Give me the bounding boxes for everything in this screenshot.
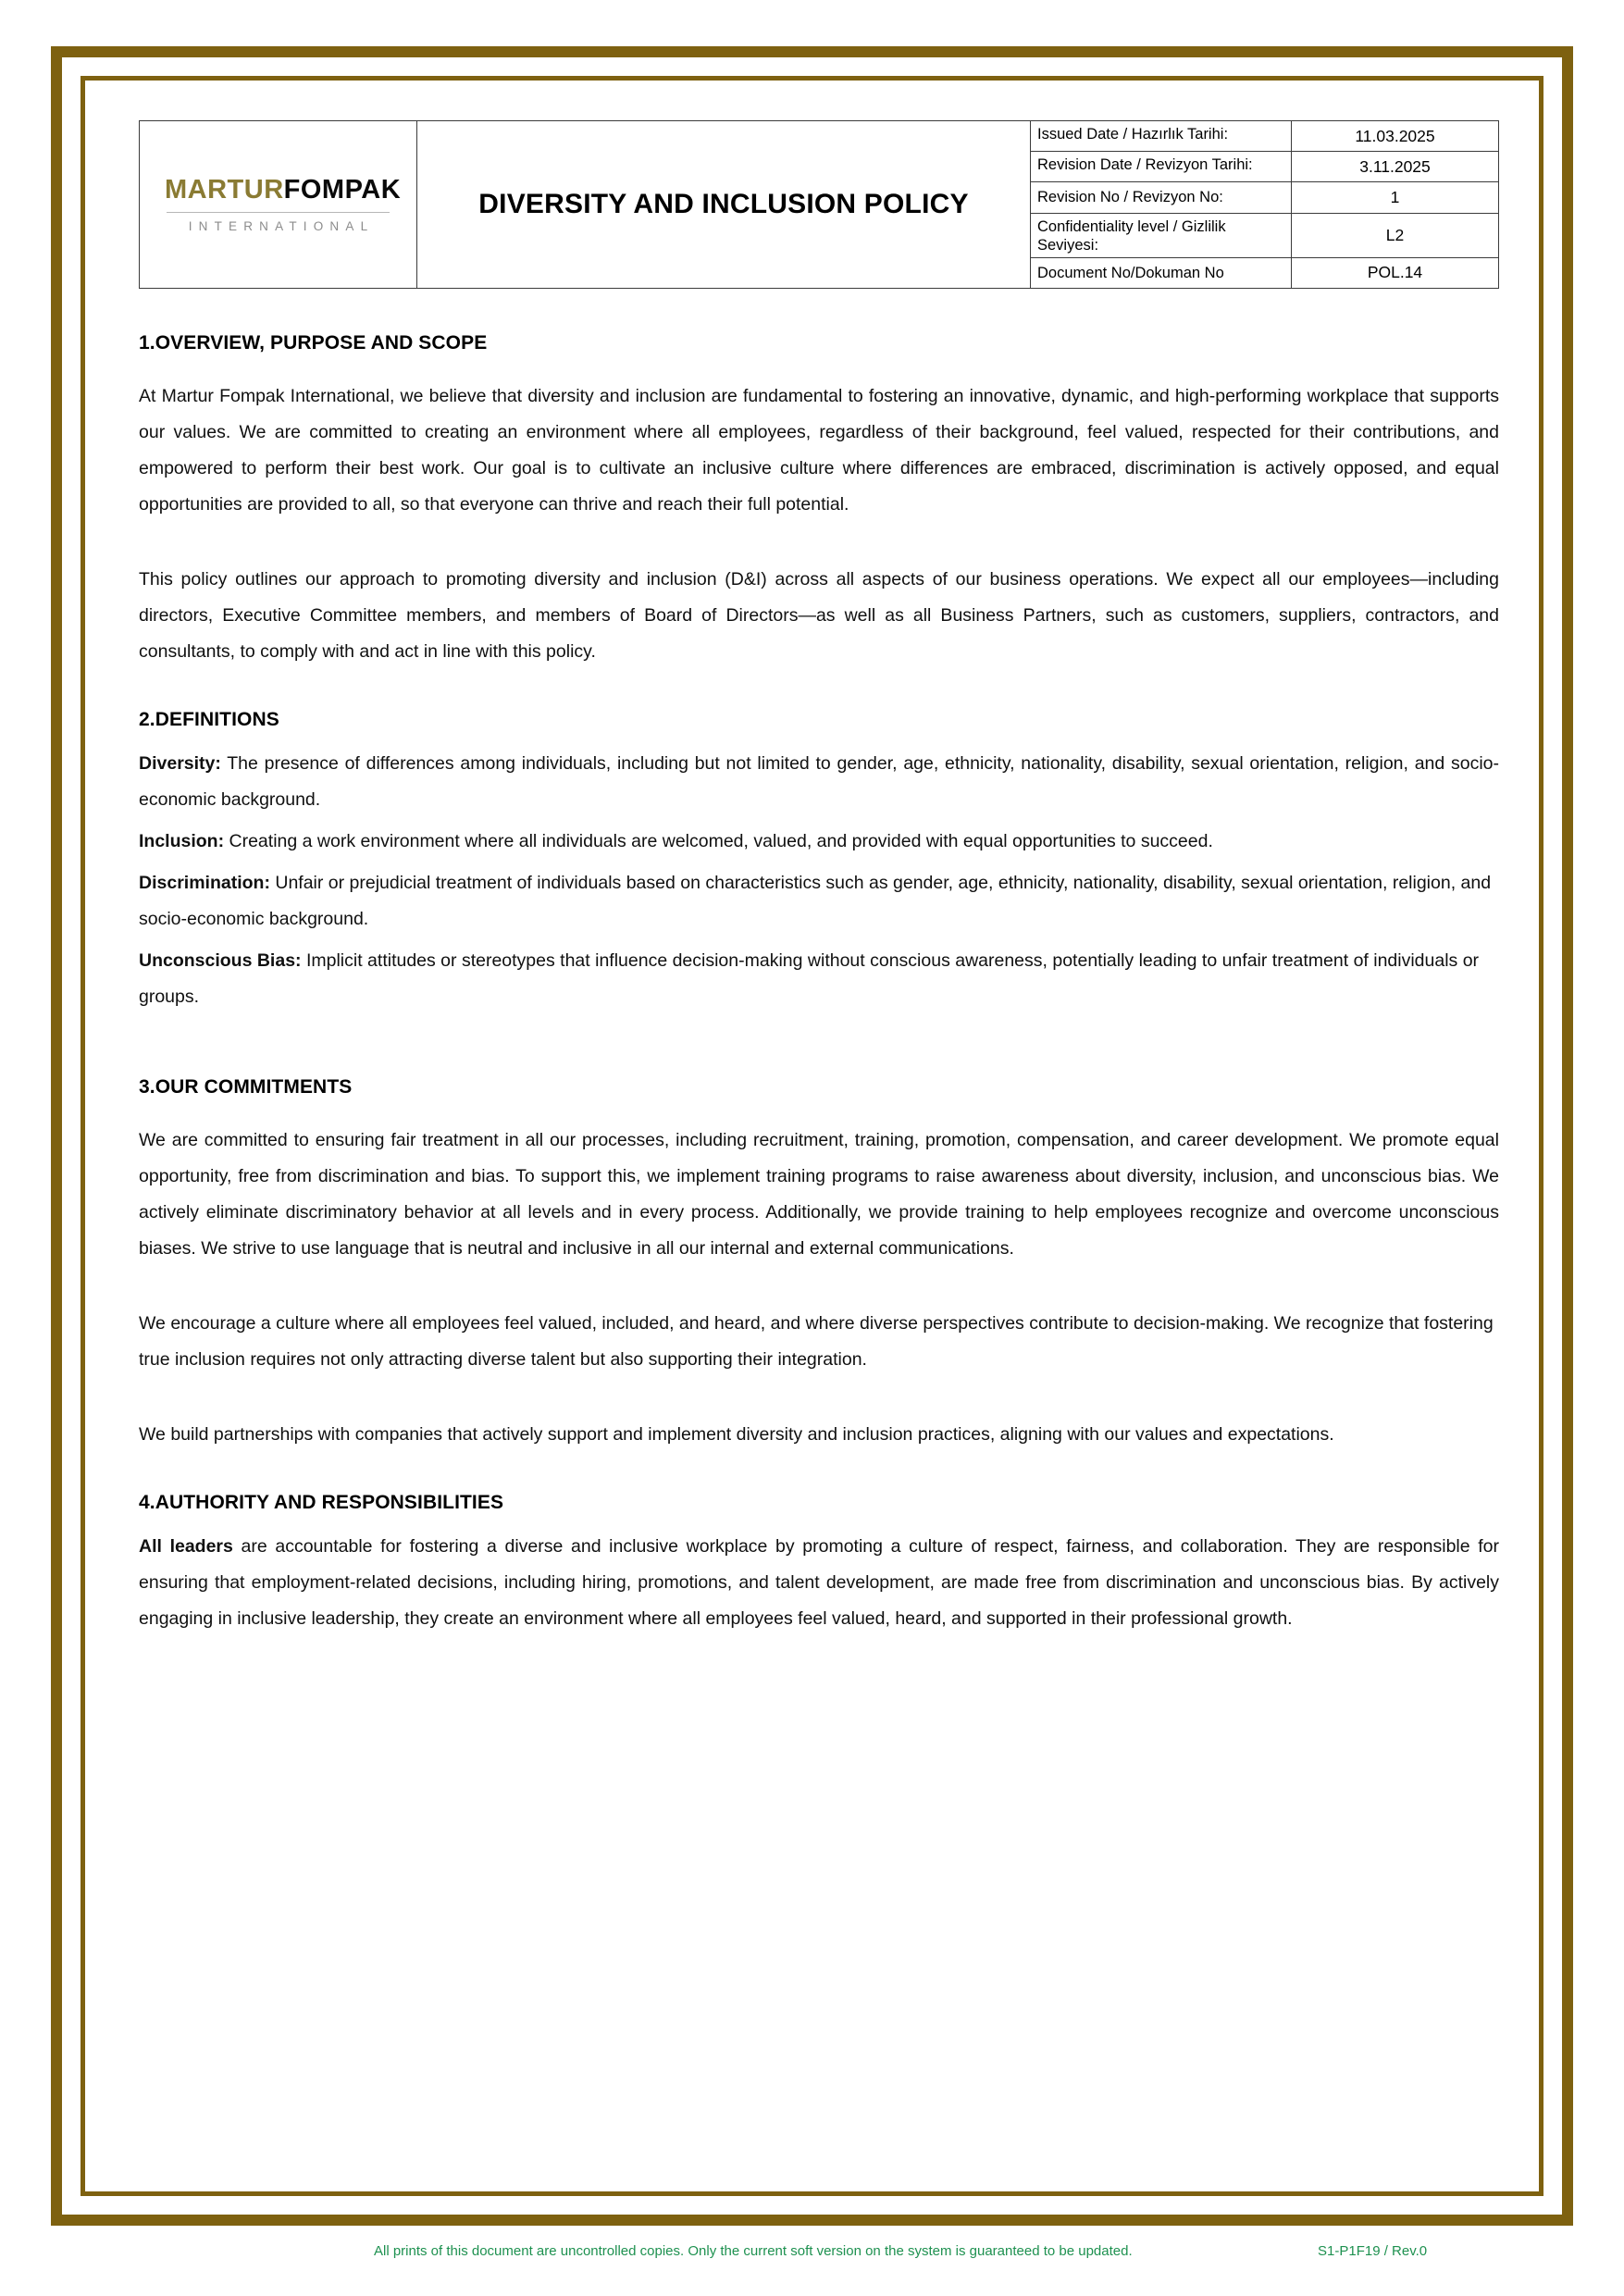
meta-label-confidentiality: Confidentiality level / Gizlilik Seviyesi: xyxy=(1031,214,1292,257)
section-heading-1: 1.OVERVIEW, PURPOSE AND SCOPE xyxy=(139,332,488,354)
meta-row-confidentiality xyxy=(1031,214,1498,258)
definition-diversity xyxy=(139,746,1499,818)
meta-row-issued-date xyxy=(1031,121,1498,152)
definition-term-inclusion: Inclusion: xyxy=(139,831,225,851)
meta-label-issued-date: Issued Date / Hazırlık Tarihi: xyxy=(1031,121,1292,151)
company-logo xyxy=(165,174,402,233)
logo-word-martur: MARTUR xyxy=(165,174,284,205)
section-1-paragraph-2: This policy outlines our approach to promoting diversity and inclusion (D&I) across all aspects of our business operations. We expect all our employees—including directors, Executive Committee members, and members of Board of Directors—as well as all Business Partners, such as customers, suppliers, contractors, and consultants, to comply with and act in line with this policy. xyxy=(139,569,1499,662)
definition-text-discrimination: Unfair or prejudicial treatment of individuals based on characteristics such as gender, age, ethnicity, nationality, disability, sexual orientation, religion, and socio-economic background. xyxy=(139,873,1492,929)
meta-value-revision-date: 3.11.2025 xyxy=(1359,156,1431,176)
section-4-body-text: are accountable for fostering a diverse and inclusive workplace by promoting a culture of respect, fairness, and collaboration. They are responsible for ensuring that employment-related decisions, including hiring, promotions, and talent development, are made free from discrimination and unconscious bias. By actively engaging in inclusive leadership, they create an environment where all employees feel valued, heard, and supported in their professional growth. xyxy=(139,1536,1500,1629)
definition-text-inclusion: Creating a work environment where all individuals are welcomed, valued, and provided with equal opportunities to succeed. xyxy=(224,831,1213,851)
footer-disclaimer: All prints of this document are uncontrolled copies. Only the current soft version on the system is guaranteed to be updated. xyxy=(374,2243,1133,2259)
definition-discrimination xyxy=(139,865,1499,937)
document-content xyxy=(139,289,1499,1637)
meta-label-revision-no: Revision No / Revizyon No: xyxy=(1031,182,1292,212)
paragraph-spacer xyxy=(139,1293,1499,1306)
document-body xyxy=(139,120,1499,1637)
definition-term-diversity: Diversity: xyxy=(139,753,221,774)
paragraph-spacer xyxy=(139,549,1499,562)
definition-term-unconscious-bias: Unconscious Bias: xyxy=(139,950,302,971)
definition-text-diversity: The presence of differences among individuals, including but not limited to gender, age, ethnicity, nationality, disability, sexual orientation, religion, and socio-economic background. xyxy=(139,753,1499,810)
paragraph-spacer xyxy=(139,1404,1499,1417)
section-4-lead-term: All leaders xyxy=(139,1536,233,1557)
section-3-paragraph-2: We encourage a culture where all employees feel valued, included, and heard, and where diverse perspectives contribute to decision-making. We recognize that fostering true inclusion requires not only attracting diverse talent but also supporting their integration. xyxy=(139,1313,1494,1370)
meta-value-issued-date: 11.03.2025 xyxy=(1355,126,1435,145)
logo-divider-rule xyxy=(167,212,390,213)
document-title-cell xyxy=(417,121,1031,288)
section-gap-before-commitments xyxy=(139,1015,1499,1076)
meta-label-revision-date: Revision Date / Revizyon Tarihi: xyxy=(1031,152,1292,181)
meta-row-revision-date xyxy=(1031,152,1498,182)
definition-unconscious-bias xyxy=(139,943,1499,1015)
section-3-paragraph-1: We are committed to ensuring fair treatment in all our processes, including recruitment, training, promotion, compensation, and career development. We promote equal opportunity, free from discrimination and bias. To support this, we implement training programs to raise awareness about diversity, inclusion, and unconscious bias. We actively eliminate discriminatory behavior at all levels and in every process. Additionally, we provide training to help employees recognize and overcome unconscious biases. We strive to use language that is neutral and inclusive in all our internal and external communications. xyxy=(139,1130,1499,1259)
meta-row-document-no xyxy=(1031,258,1498,288)
meta-label-document-no: Document No/Dokuman No xyxy=(1031,258,1292,288)
definition-inclusion xyxy=(139,824,1499,860)
section-spacer xyxy=(139,1479,1499,1492)
company-logo-cell xyxy=(140,121,417,288)
section-heading-4: 4.AUTHORITY AND RESPONSIBILITIES xyxy=(139,1492,504,1513)
definition-term-discrimination: Discrimination: xyxy=(139,873,270,893)
meta-value-document-no: POL.14 xyxy=(1367,263,1423,282)
meta-value-confidentiality: L2 xyxy=(1385,225,1405,244)
definition-text-unconscious-bias: Implicit attitudes or stereotypes that influence decision-making without conscious awareness, potentially leading to unfair treatment of individuals or groups. xyxy=(139,950,1480,1007)
page-title: DIVERSITY AND INCLUSION POLICY xyxy=(478,189,969,219)
section-spacer xyxy=(139,696,1499,709)
section-3-paragraph-3: We build partnerships with companies that actively support and implement diversity and inclusion practices, aligning with our values and expectations. xyxy=(139,1424,1334,1445)
footer-form-reference: S1-P1F19 / Rev.0 xyxy=(1318,2243,1428,2259)
section-4-paragraph-1 xyxy=(139,1529,1499,1637)
logo-subtitle: INTERNATIONAL xyxy=(188,218,375,233)
logo-word-fompak: FOMPAK xyxy=(283,174,402,205)
logo-wordmark xyxy=(165,174,402,205)
meta-value-revision-no: 1 xyxy=(1390,187,1400,206)
section-heading-2: 2.DEFINITIONS xyxy=(139,709,279,730)
section-1-paragraph-1: At Martur Fompak International, we believe that diversity and inclusion are fundamental to fostering an innovative, dynamic, and high-performing workplace that supports our values. We are committed to creating an environment where all employees, regardless of their background, feel valued, respected for their contributions, and empowered to perform their best work. Our goal is to cultivate an inclusive culture where differences are embraced, discrimination is actively opposed, and equal opportunities are provided to all, so that everyone can thrive and reach their full potential. xyxy=(139,386,1499,515)
section-heading-3: 3.OUR COMMITMENTS xyxy=(139,1076,353,1098)
document-meta-table xyxy=(1031,121,1498,288)
document-header-table xyxy=(139,120,1499,289)
meta-row-revision-no xyxy=(1031,182,1498,213)
